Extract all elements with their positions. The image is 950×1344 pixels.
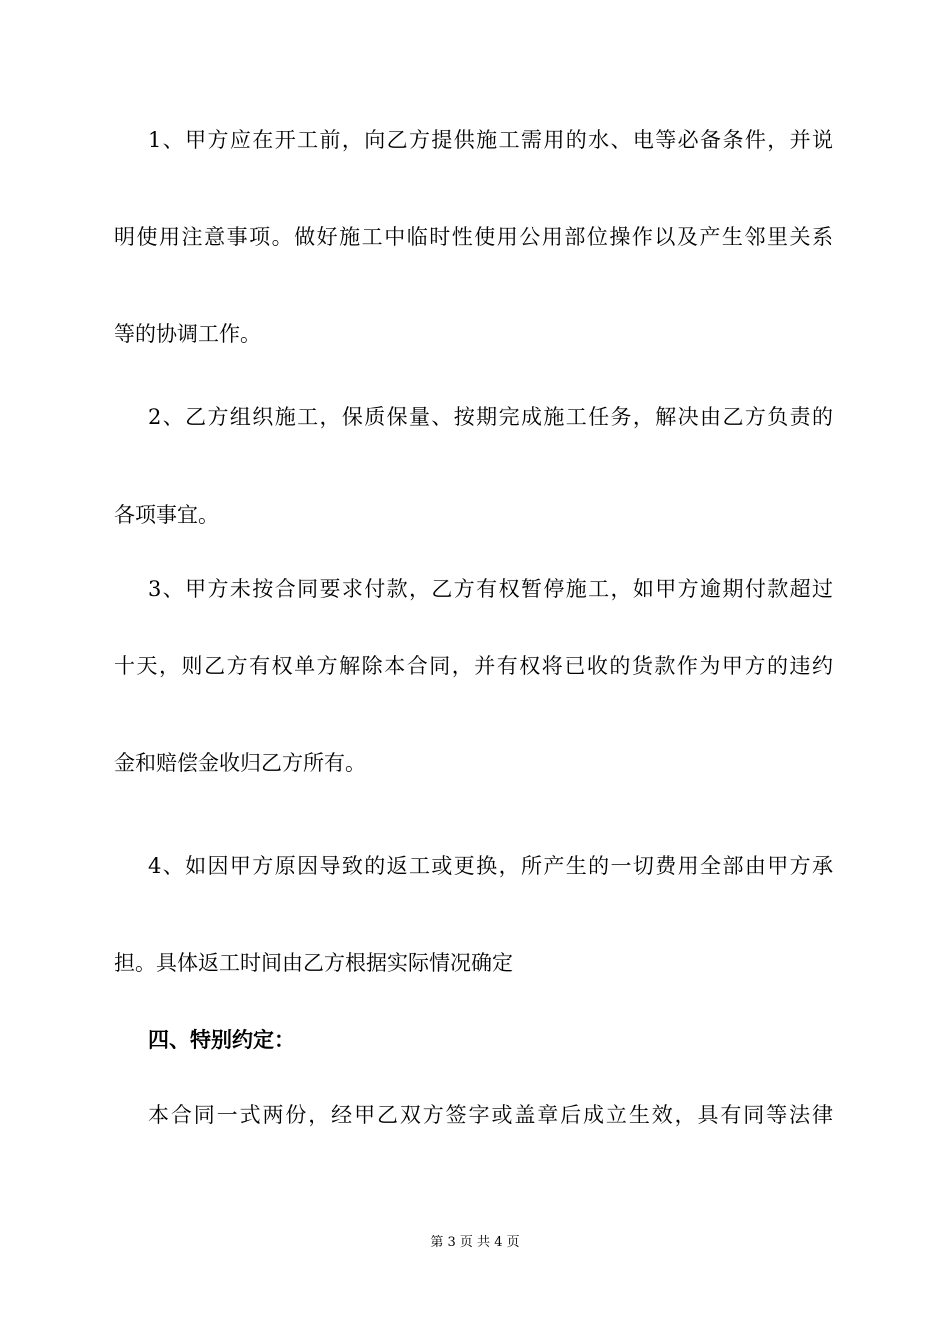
paragraph-line: 担。具体返工时间由乙方根据实际情况确定 — [114, 951, 513, 975]
paragraph-line: 各项事宜。 — [114, 503, 219, 527]
paragraph-line: 等的协调工作。 — [114, 322, 261, 346]
paragraph-line: 本合同一式两份，经甲乙双方签字或盖章后成立生效，具有同等法律 — [148, 1103, 833, 1127]
paragraph-line: 2、乙方组织施工，保质保量、按期完成施工任务，解决由乙方负责的 — [148, 405, 833, 429]
paragraph-line: 十天，则乙方有权单方解除本合同，并有权将已收的货款作为甲方的违约 — [114, 654, 833, 678]
paragraph-line: 4、如因甲方原因导致的返工或更换，所产生的一切费用全部由甲方承 — [148, 854, 833, 878]
section-heading: 四、特别约定： — [148, 1028, 295, 1052]
paragraph-line: 3、甲方未按合同要求付款，乙方有权暂停施工，如甲方逾期付款超过 — [148, 577, 833, 601]
page-footer: 第 3 页 共 4 页 — [430, 1235, 520, 1250]
paragraph-line: 明使用注意事项。做好施工中临时性使用公用部位操作以及产生邻里关系 — [114, 225, 833, 249]
paragraph-line: 1、甲方应在开工前，向乙方提供施工需用的水、电等必备条件，并说 — [148, 128, 833, 152]
paragraph-line: 金和赔偿金收归乙方所有。 — [114, 751, 366, 775]
